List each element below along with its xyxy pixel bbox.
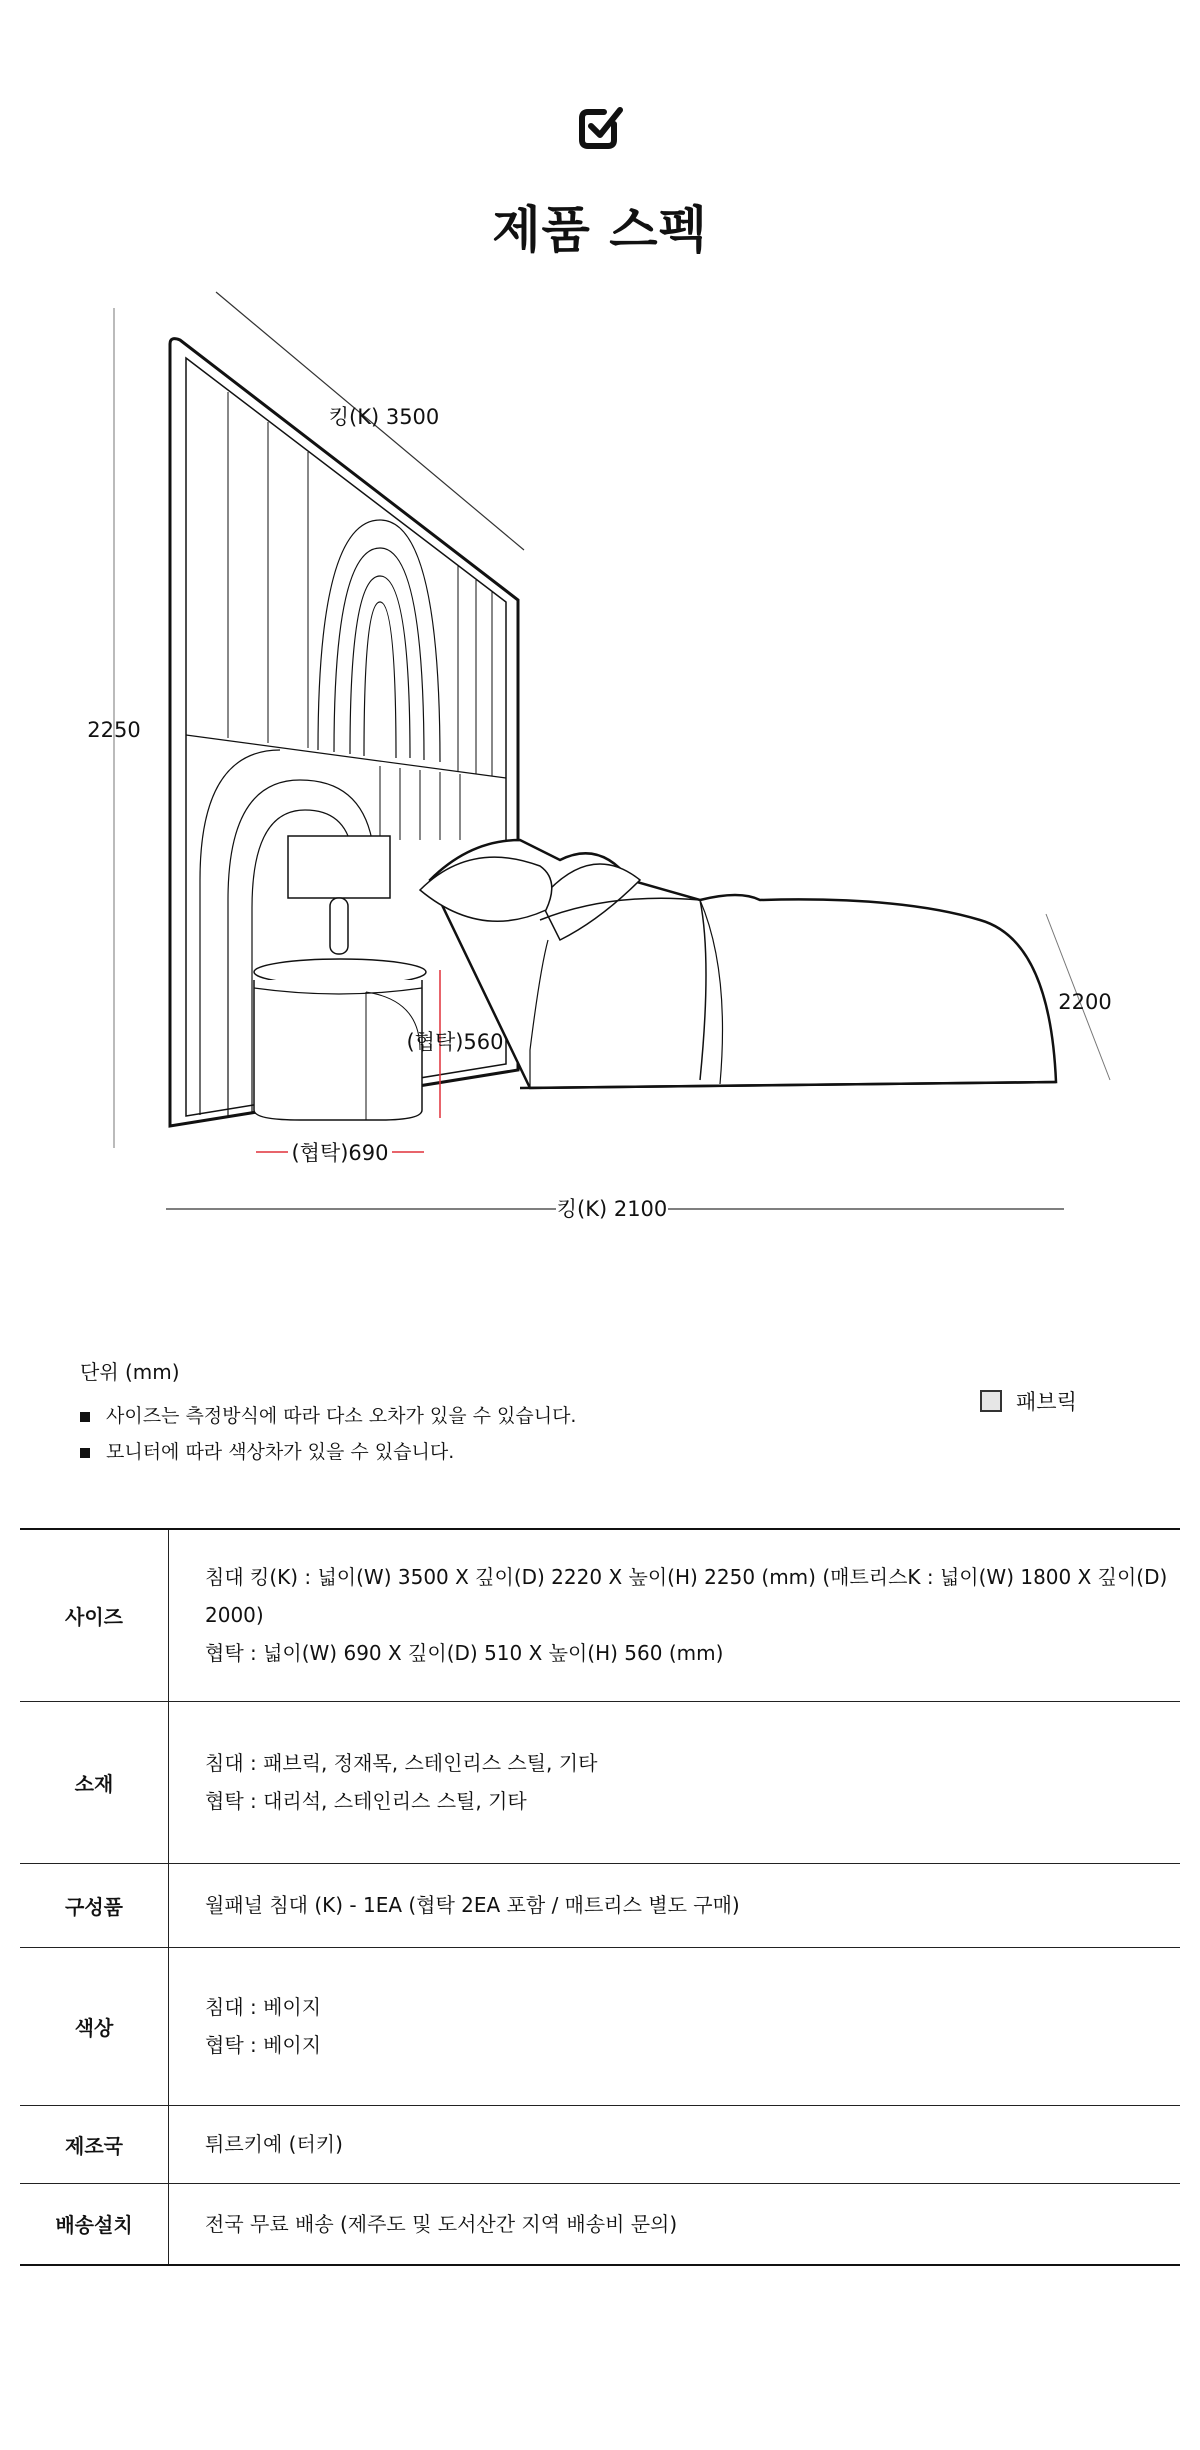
width-label: 킹(K) 3500	[328, 405, 440, 429]
row-value: 튀르키예 (터키)	[205, 2132, 343, 2156]
color-swatch-legend	[980, 1386, 1077, 1416]
table-row	[20, 1701, 1180, 1863]
row-value: 월패널 침대 (K) - 1EA (협탁 2EA 포함 / 매트리스 별도 구매)	[205, 1893, 740, 1917]
page-title: 제품 스펙	[492, 201, 708, 259]
row-label: 소재	[20, 1701, 169, 1863]
spec-header	[0, 0, 1200, 280]
height-label: 2250	[87, 718, 141, 742]
spec-table	[20, 1528, 1180, 2266]
row-label: 사이즈	[20, 1529, 169, 1701]
table-row	[20, 1529, 1180, 1701]
nightstand-width-label: (협탁)690	[291, 1141, 389, 1165]
bed-dimension-diagram	[0, 280, 1200, 1240]
fabric-swatch	[980, 1390, 1002, 1412]
unit-label: 단위 (mm)	[80, 1360, 180, 1384]
bed-body	[420, 840, 1056, 1088]
table-row	[20, 2183, 1180, 2265]
depth-label: 킹(K) 2100	[556, 1197, 668, 1221]
table-row	[20, 1947, 1180, 2105]
check-icon	[574, 102, 626, 154]
bullet-icon	[80, 1412, 90, 1422]
bullet-icon	[80, 1448, 90, 1458]
bed-illustration	[0, 280, 1200, 1240]
swatch-label: 패브릭	[1016, 1390, 1077, 1414]
row-label: 배송설치	[20, 2183, 169, 2265]
length-label: 2200	[1058, 990, 1112, 1014]
row-label: 색상	[20, 1947, 169, 2105]
table-row	[20, 1863, 1180, 1947]
row-value: 전국 무료 배송 (제주도 및 도서산간 지역 배송비 문의)	[205, 2211, 678, 2236]
notes-list	[80, 1398, 576, 1470]
row-value: 침대 킹(K) : 넓이(W) 3500 X 깊이(D) 2220 X 높이(H) 2250 (mm) (매트리스K : 넓이(W) 1800 X 깊이(D) 2000) 협탁 : 넓이(W) 690 X 깊이(D) 510 X 높이(H) 560 (mm)	[205, 1565, 1168, 1666]
list-item: 사이즈는 측정방식에 따라 다소 오차가 있을 수 있습니다.	[80, 1398, 576, 1434]
list-item: 모니터에 따라 색상차가 있을 수 있습니다.	[80, 1434, 576, 1470]
row-label: 제조국	[20, 2105, 169, 2183]
row-value: 침대 : 패브릭, 정재목, 스테인리스 스틸, 기타 협탁 : 대리석, 스테인리스 스틸, 기타	[205, 1751, 598, 1813]
nightstand-height-label: (협탁)560	[406, 1030, 504, 1054]
row-value: 침대 : 베이지 협탁 : 베이지	[205, 1995, 322, 2057]
table-row	[20, 2105, 1180, 2183]
row-label: 구성품	[20, 1863, 169, 1947]
